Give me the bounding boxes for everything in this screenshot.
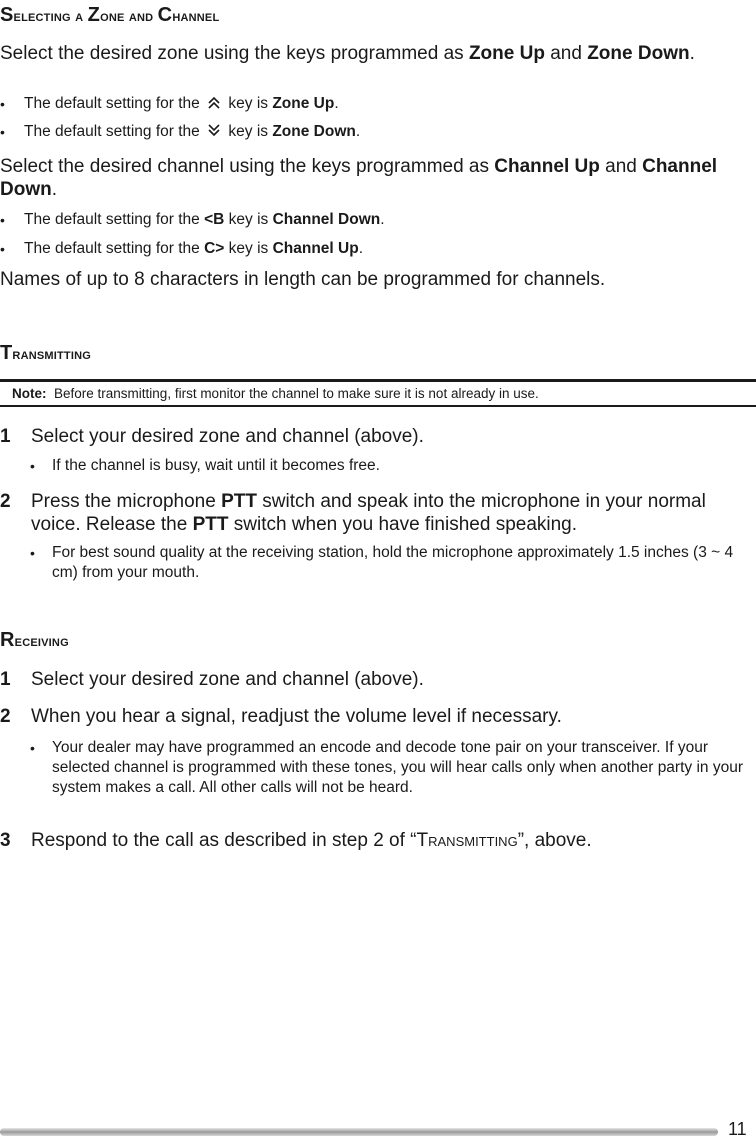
receive-step-3: 3 Respond to the call as described in step 2 of “Transmitting”, above. [0, 830, 592, 851]
section-heading-transmitting: Transmitting [0, 342, 92, 364]
zone-down-bullet: • The default setting for the key is Zone Down. [0, 123, 361, 140]
transmit-step-2-bullet: • For best sound quality at the receiving station, hold the microphone approximately 1.5 inches (3 ~ 4 cm) from your mouth. [30, 544, 734, 581]
note-top-rule [0, 379, 756, 382]
zone-up-bullet: • The default setting for the key is Zone Up. [0, 95, 339, 112]
footer-bar [0, 1128, 718, 1136]
receive-step-2: 2 When you hear a signal, readjust the volume level if necessary. [0, 706, 562, 727]
channel-down-bullet: • The default setting for the <B key is Channel Down. [0, 211, 385, 228]
transmit-step-1-bullet: • If the channel is busy, wait until it becomes free. [30, 457, 380, 474]
zone-intro-paragraph: Select the desired zone using the keys programmed as Zone Up and Zone Down. [0, 43, 695, 64]
receive-step-1: 1 Select your desired zone and channel (above). [0, 669, 424, 690]
page-number: 11 [728, 1119, 747, 1139]
section-heading-zone-channel: Selecting a Zone and Channel [0, 4, 220, 26]
section-heading-receiving: Receiving [0, 629, 69, 651]
transmit-step-2: 2 Press the microphone PTT switch and speak into the microphone in your normal voice. Release the PTT switch when you have finished speaking. [0, 491, 706, 535]
channel-intro-paragraph: Select the desired channel using the keys programmed as Channel Up and Channel Down. [0, 156, 718, 200]
double-chevron-up-icon [207, 95, 221, 108]
channel-up-bullet: • The default setting for the C> key is Channel Up. [0, 240, 364, 257]
transmit-note: Note: Before transmitting, first monitor the channel to make sure it is not already in use. [12, 386, 539, 401]
channel-names-paragraph: Names of up to 8 characters in length can be programmed for channels. [0, 269, 606, 290]
double-chevron-down-icon [207, 123, 221, 136]
note-bottom-rule [0, 405, 756, 407]
transmit-step-1: 1 Select your desired zone and channel (above). [0, 426, 424, 447]
receive-step-2-bullet: • Your dealer may have programmed an encode and decode tone pair on your transceiver. If your selected channel is programmed with these tones, you will hear calls only when another party in your system makes a call. All other calls will not be heard. [30, 739, 743, 796]
